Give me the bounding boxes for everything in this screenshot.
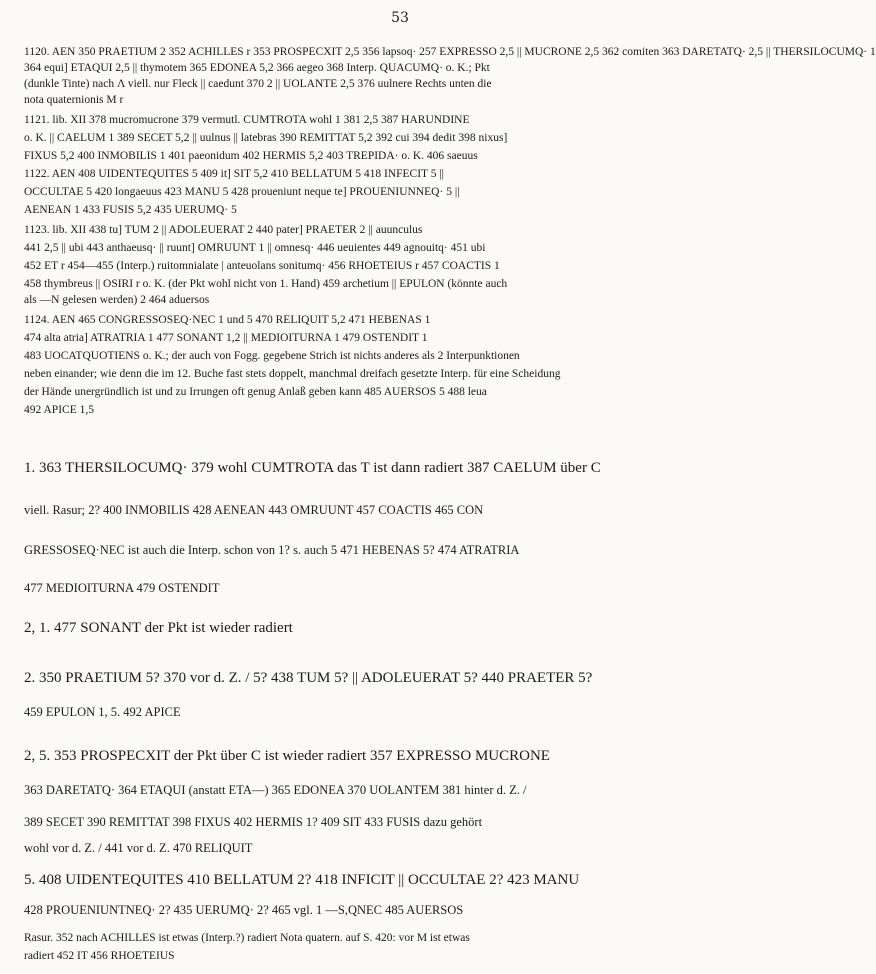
apparatus-line: o. K. || CAELUM 1 389 SECET 5,2 || uulnus || latebras 390 REMITTAT 5,2 392 cui 394 dedit 398 nixus] (24, 132, 508, 144)
hand-line: 2, 1. 477 SONANT der Pkt ist wieder radiert (24, 620, 293, 636)
hand-line: 2. 350 PRAETIUM 5? 370 vor d. Z. / 5? 438 TUM 5? || ADOLEUERAT 5? 440 PRAETER 5? (24, 670, 593, 686)
apparatus-line: 474 alta atria] ATRATRIA 1 477 SONANT 1,2 || MEDIOITURNA 1 479 OSTENDIT 1 (24, 332, 428, 344)
hand-line: 477 MEDIOITURNA 479 OSTENDIT (24, 581, 220, 595)
apparatus-line: OCCULTAE 5 420 longaeuus 423 MANU 5 428 proueniunt neque te] PROUENIUNNEQ· 5 || (24, 186, 460, 198)
apparatus-line: 364 equi] ETAQUI 2,5 || thymotem 365 EDONEA 5,2 366 aegeo 368 Interp. QUACUMQ· o. K.; Pkt (24, 62, 490, 74)
apparatus-line: 1124. AEN 465 CONGRESSOSEQ·NEC 1 und 5 470 RELIQUIT 5,2 471 HEBENAS 1 (24, 314, 431, 326)
hand-line: 5. 408 UIDENTEQUITES 410 BELLATUM 2? 418 INFICIT || OCCULTAE 2? 423 MANU (24, 872, 580, 888)
hand-line: 428 PROUENIUNTNEQ· 2? 435 UERUMQ· 2? 465 vgl. 1 —S,QNEC 485 AUERSOS (24, 903, 464, 917)
apparatus-line: FIXUS 5,2 400 INMOBILIS 1 401 paeonidum 402 HERMIS 5,2 403 TREPIDA· o. K. 406 saeuus (24, 150, 478, 162)
hand-line: 1. 363 THERSILOCUMQ· 379 wohl CUMTROTA das T ist dann radiert 387 CAELUM über C (24, 460, 601, 476)
apparatus-line: 483 UOCATQUOTIENS o. K.; der auch von Fogg. gegebene Strich ist nichts anderes als 2 Interpunktionen (24, 350, 520, 362)
hand-line: 459 EPULON 1, 5. 492 APICE (24, 705, 181, 719)
rasur-line: radiert 452 IT 456 RHOETEIUS (24, 950, 175, 962)
apparatus-line: 1121. lib. XII 378 mucromucrone 379 vermutl. CUMTROTA wohl 1 381 2,5 387 HARUNDINE (24, 114, 470, 126)
hand-line: 389 SECET 390 REMITTAT 398 FIXUS 402 HERMIS 1? 409 SIT 433 FUSIS dazu gehört (24, 815, 483, 829)
hand-line: GRESSOSEQ·NEC ist auch die Interp. schon von 1? s. auch 5 471 HEBENAS 5? 474 ATRATRIA (24, 543, 520, 557)
apparatus-line: der Hände unergründlich ist und zu Irrungen oft genug Anlaß geben kann 485 AUERSOS 5 488 leua (24, 386, 487, 398)
hand-line: 363 DARETATQ· 364 ETAQUI (anstatt ETA—) 365 EDONEA 370 UOLANTEM 381 hinter d. Z. / (24, 783, 527, 797)
apparatus-line: nota quaternionis M r (24, 94, 124, 106)
apparatus-line: 492 APICE 1,5 (24, 404, 94, 416)
apparatus-line: AENEAN 1 433 FUSIS 5,2 435 UERUMQ· 5 (24, 204, 237, 216)
apparatus-line: als —N gelesen werden) 2 464 aduersos (24, 294, 210, 306)
rasur-line: Rasur. 352 nach ACHILLES ist etwas (Interp.?) radiert Nota quatern. auf S. 420: vor M ist etwas (24, 932, 470, 944)
apparatus-line: (dunkle Tinte) nach Λ viell. nur Fleck || caedunt 370 2 || UOLANTE 2,5 376 uulnere Rechts unten die (24, 78, 492, 90)
apparatus-line: 1120. AEN 350 PRAETIUM 2 352 ACHILLES r 353 PROSPECXIT 2,5 356 lapsoq· 257 EXPRESSO 2,5 || MUCRONE 2,5 362 comiten 363 DARETATQ· 2,5 || THERSILOCUMQ· 1 (24, 46, 876, 58)
hand-line: wohl vor d. Z. / 441 vor d. Z. 470 RELIQUIT (24, 841, 253, 855)
apparatus-line: 1122. AEN 408 UIDENTEQUITES 5 409 it] SIT 5,2 410 BELLATUM 5 418 INFECIT 5 || (24, 168, 444, 180)
apparatus-line: 441 2,5 || ubi 443 anthaeusq· || ruunt] OMRUUNT 1 || omnesq· 446 ueuientes 449 agnouitq· 451 ubi (24, 242, 486, 254)
hand-line: viell. Rasur; 2? 400 INMOBILIS 428 AENEAN 443 OMRUUNT 457 COACTIS 465 CON (24, 503, 484, 517)
apparatus-line: neben einander; wie denn die im 12. Buche fast stets doppelt, manchmal dreifach gesetzte Interp. für eine Scheidung (24, 368, 561, 380)
apparatus-line: 1123. lib. XII 438 tu] TUM 2 || ADOLEUERAT 2 440 pater] PRAETER 2 || auunculus (24, 224, 423, 236)
page-number: 53 (391, 10, 409, 26)
apparatus-line: 458 thymbreus || OSIRI r o. K. (der Pkt wohl nicht von 1. Hand) 459 archetium || EPULON (könnte auch (24, 278, 508, 290)
apparatus-line: 452 ET r 454—455 (Interp.) ruitomnialate | anteuolans sonitumq· 456 RHOETEIUS r 457 COACTIS 1 (24, 260, 500, 272)
hand-line: 2, 5. 353 PROSPECXIT der Pkt über C ist wieder radiert 357 EXPRESSO MUCRONE (24, 748, 550, 764)
